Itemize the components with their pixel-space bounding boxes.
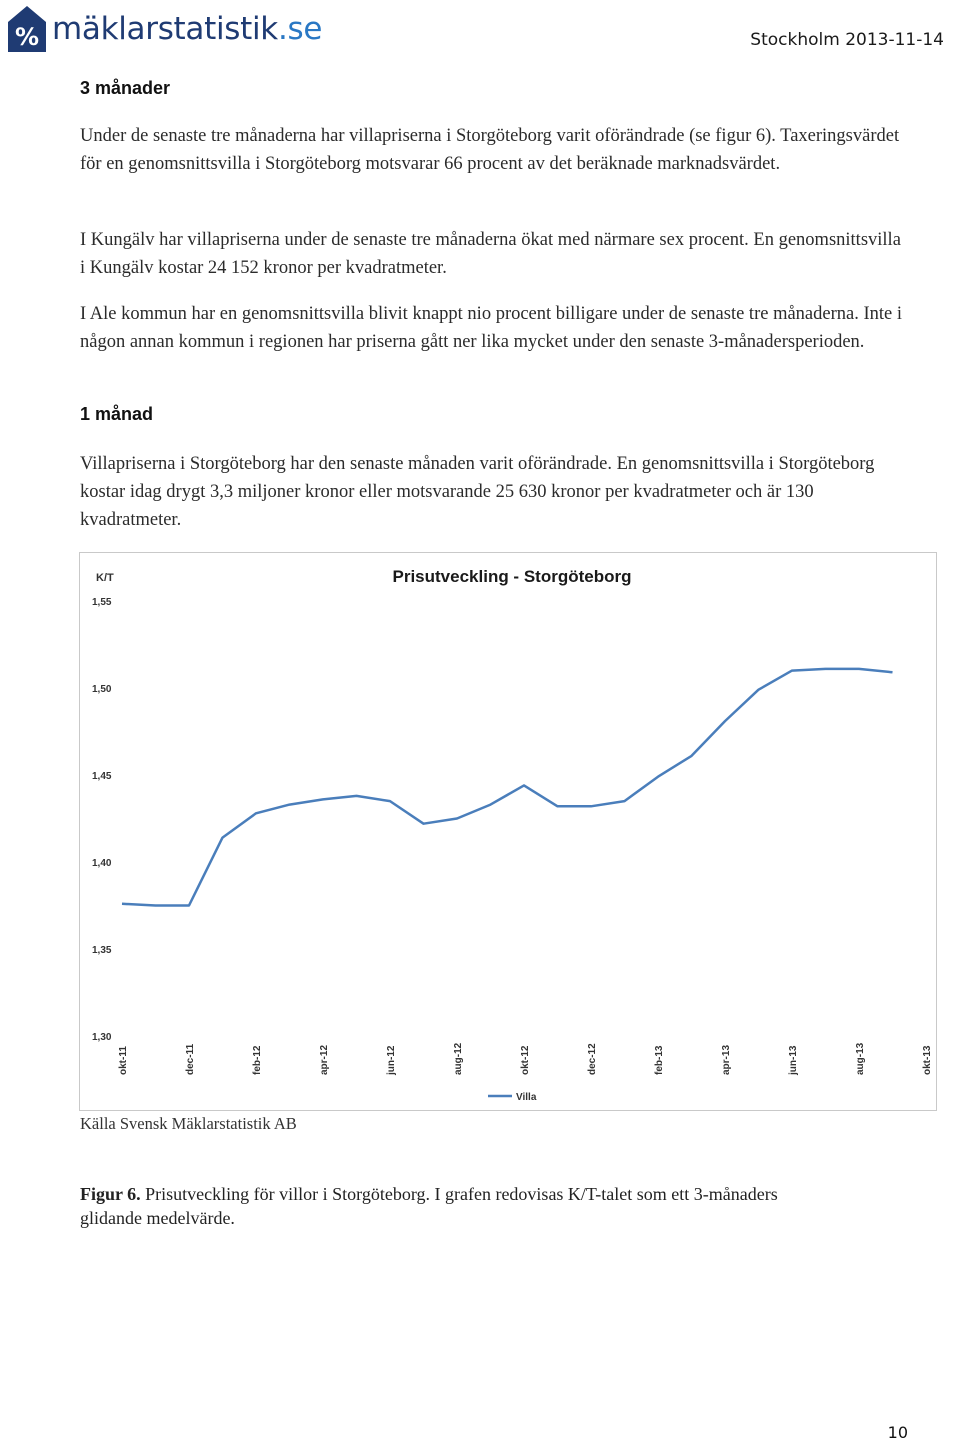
paragraph-storgoteborg-1m: Villapriserna i Storgöteborg har den senaste månaden varit oförändrade. En genomsnittsvilla i Storgöteborg kostar idag drygt 3,3 miljoner kronor eller motsvarande 25 630 kronor per kvadratmeter och är 130 kvadratmeter. [80,454,875,530]
paragraph-kungalv: I Kungälv har villapriserna under de senaste tre månaderna ökat med närmare sex procent. En genomsnittsvilla i Kungälv kostar 24 152 kronor per kvadratmeter. [80,230,901,278]
figure-caption [80,1182,780,1230]
y-axis-label: K/T [96,572,114,584]
figure-caption-label: Figur 6. [80,1184,141,1204]
logo-wordmark [52,10,323,47]
x-tick-label: okt-12 [520,1045,531,1075]
series-line-villa [122,669,893,906]
y-tick-label: 1,45 [92,771,112,782]
x-tick-label: apr-13 [721,1044,732,1075]
logo-symbol: % [14,23,40,51]
logo-tld-text: .se [277,10,323,47]
site-logo [6,4,322,54]
x-tick-label: aug-13 [855,1042,866,1075]
chart-title: Prisutveckling - Storgöteborg [392,567,632,586]
price-chart-svg [80,553,936,1110]
x-tick-label: dec-11 [185,1043,196,1075]
page-number: 10 [887,1423,908,1442]
paragraph-storgoteborg-3m: Under de senaste tre månaderna har villapriserna i Storgöteborg varit oförändrade (se figur 6). Taxeringsvärdet för en genomsnittsvilla i Storgöteborg motsvarar 66 procent av det beräknade marknadsvärdet. [80,126,900,174]
x-tick-label: jun-12 [386,1045,397,1075]
house-percent-icon [6,4,48,54]
dateline: Stockholm 2013-11-14 [750,30,944,50]
x-tick-label: dec-12 [587,1043,598,1075]
x-tick-label: feb-13 [654,1045,665,1075]
x-tick-label: okt-11 [118,1046,129,1075]
section-heading-3-months: 3 månader [80,78,171,98]
page-header [0,0,960,64]
y-tick-label: 1,55 [92,597,112,608]
x-tick-label: aug-12 [453,1042,464,1075]
x-tick-label: feb-12 [252,1045,263,1075]
x-tick-label: apr-12 [319,1044,330,1075]
source-note: Källa Svensk Mäklarstatistik AB [80,1114,297,1133]
x-tick-label: okt-13 [922,1045,933,1075]
logo-main-text: mäklarstatistik [52,10,278,47]
legend-label-villa: Villa [516,1092,537,1103]
x-tick-label: jun-13 [788,1045,799,1075]
price-chart [79,552,937,1111]
y-tick-label: 1,50 [92,684,112,695]
y-tick-label: 1,40 [92,858,112,869]
section-heading-1-month: 1 månad [80,404,154,424]
y-tick-label: 1,35 [92,945,112,956]
y-tick-label: 1,30 [92,1032,112,1043]
paragraph-ale: I Ale kommun har en genomsnittsvilla blivit knappt nio procent billigare under de senaste tre månaderna. Inte i någon annan kommun i regionen har priserna gått ner lika mycket under den senaste 3-månadersperioden. [80,304,902,352]
figure-caption-text: Prisutveckling för villor i Storgöteborg. I grafen redovisas K/T-talet som ett 3-månaders glidande medelvärde. [80,1184,778,1228]
